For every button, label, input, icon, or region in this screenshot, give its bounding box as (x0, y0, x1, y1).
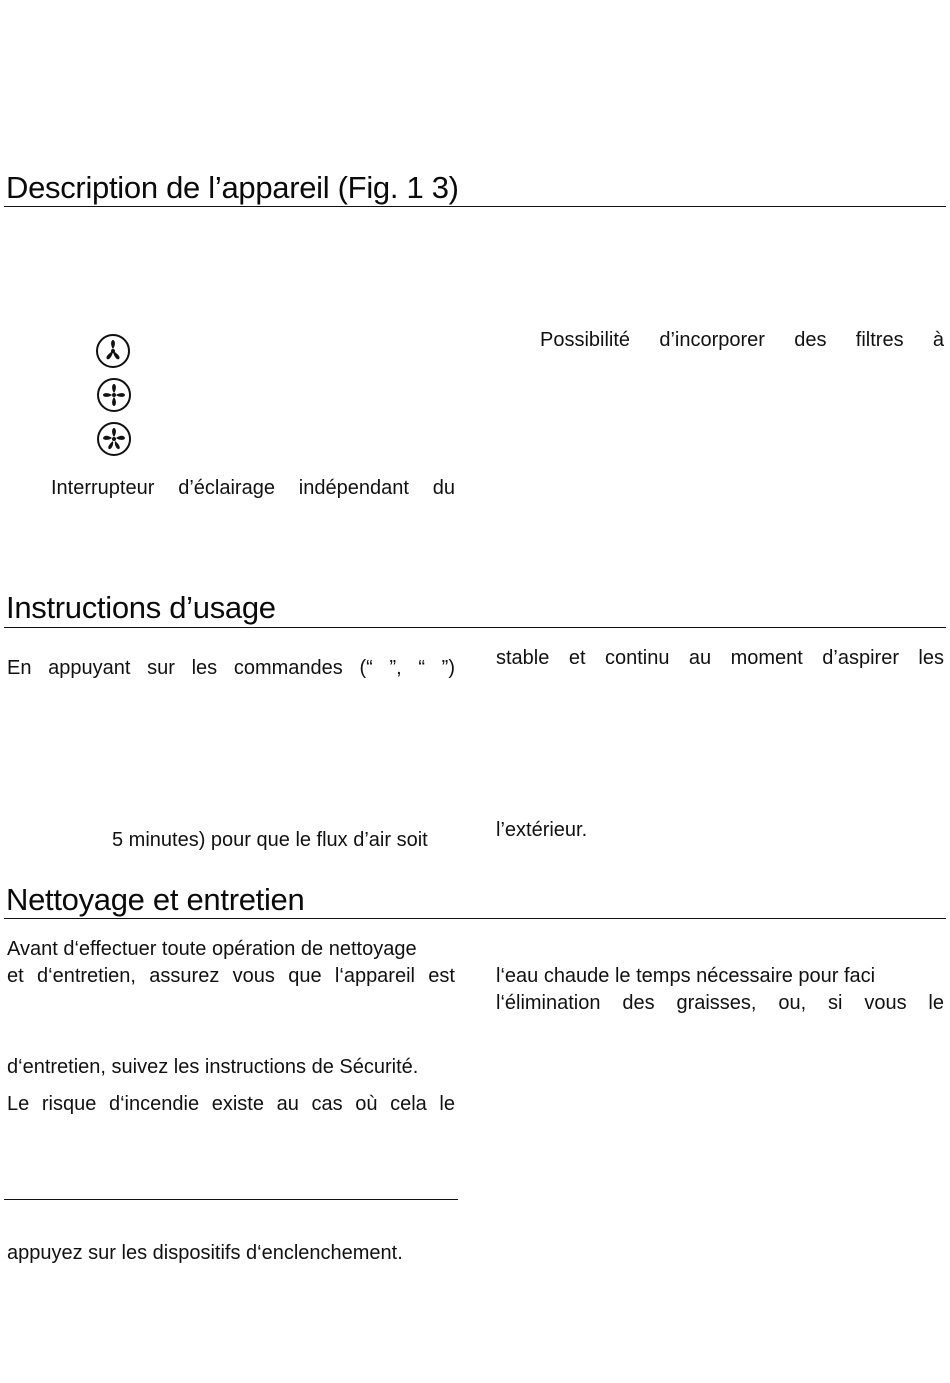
usage-left-text-2: 5 minutes) pour que le flux d’air soit (112, 829, 428, 851)
fan-speed-1-icon (95, 333, 131, 369)
description-left-text: Interrupteur d’éclairage indépendant du (51, 477, 455, 499)
heading-rule-usage (4, 627, 946, 628)
usage-right-text-1: stable et continu au moment d’aspirer les (496, 647, 944, 669)
cleaning-left-text-4: Le risque d‘incendie existe au cas où cela le (7, 1093, 455, 1115)
section-heading-description: Description de l’appareil (Fig. 1 3) (6, 170, 459, 205)
cleaning-left-text-1: Avant d‘effectuer toute opération de nettoyage (7, 938, 417, 960)
section-heading-cleaning: Nettoyage et entretien (6, 882, 305, 917)
description-right-text: Possibilité d’incorporer des filtres à (540, 329, 944, 351)
cleaning-right-text-1: l‘eau chaude le temps nécessaire pour faci (496, 965, 876, 987)
cleaning-right-text-2: l‘élimination des graisses, ou, si vous le (496, 992, 944, 1014)
heading-rule-description (4, 206, 946, 207)
cleaning-left-text-3: d‘entretien, suivez les instructions de Sécurité. (7, 1056, 419, 1078)
cleaning-left-text-2: et d‘entretien, assurez vous que l‘appareil est (7, 965, 455, 987)
column-divider-rule (4, 1199, 458, 1200)
section-heading-usage: Instructions d’usage (6, 590, 276, 625)
fan-speed-2-icon (96, 377, 132, 413)
usage-left-text-1: En appuyant sur les commandes (“ ”, “ ”) (7, 657, 455, 679)
usage-right-text-2: l’extérieur. (496, 819, 588, 841)
fan-speed-3-icon (96, 421, 132, 457)
cleaning-left-text-5: appuyez sur les dispositifs d‘enclenchement. (7, 1242, 403, 1264)
heading-rule-cleaning (4, 918, 946, 919)
